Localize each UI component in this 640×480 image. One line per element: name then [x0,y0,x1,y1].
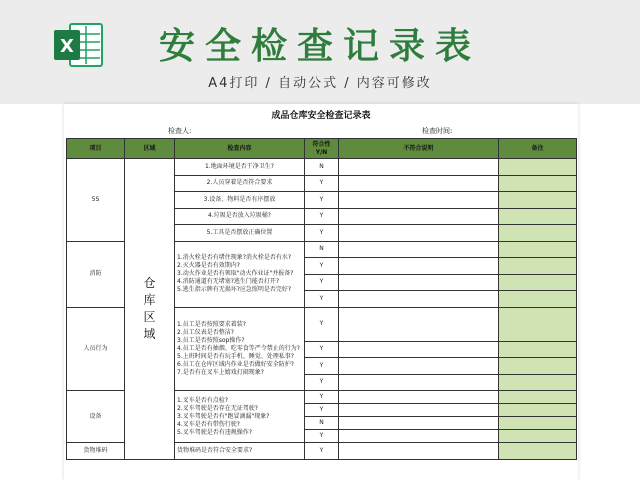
remarks-cell[interactable] [499,341,577,358]
content-line: 3.动火作业是否有领取"动火作业证"并报备? [177,270,294,277]
remarks-cell[interactable] [499,430,577,443]
content-cell[interactable]: 1.地面环境是否干净卫生? [175,159,305,176]
remarks-cell[interactable] [499,241,577,258]
banner [0,0,640,104]
content-cell[interactable] [175,391,305,443]
noncompliance-cell[interactable] [339,443,499,460]
project-fire: 消防 [67,241,125,307]
noncompliance-cell[interactable] [339,430,499,443]
project-equipment: 设备 [67,391,125,443]
remarks-cell[interactable] [499,192,577,209]
remarks-cell[interactable] [499,374,577,391]
noncompliance-cell[interactable] [339,225,499,242]
remarks-cell[interactable] [499,391,577,404]
noncompliance-cell[interactable] [339,291,499,308]
noncompliance-cell[interactable] [339,417,499,430]
remarks-cell[interactable] [499,175,577,192]
noncompliance-cell[interactable] [339,404,499,417]
remarks-cell[interactable] [499,225,577,242]
header-noncompliance: 不符合说明 [339,139,499,159]
compliance-cell[interactable]: Y [305,374,339,391]
content-cell[interactable] [175,241,305,307]
header-remarks: 备注 [499,139,577,159]
noncompliance-cell[interactable] [339,391,499,404]
header-compliance: 符合性 Y/N [305,139,339,159]
compliance-cell[interactable]: Y [305,291,339,308]
compliance-cell[interactable]: Y [305,225,339,242]
header-project: 项目 [67,139,125,159]
noncompliance-cell[interactable] [339,241,499,258]
content-cell[interactable]: 3.设备、物料是否有序摆放 [175,192,305,209]
remarks-cell[interactable] [499,208,577,225]
remarks-cell[interactable] [499,417,577,430]
project-staff: 人员行为 [67,307,125,391]
remarks-cell[interactable] [499,404,577,417]
remarks-cell[interactable] [499,358,577,375]
compliance-cell[interactable]: Y [305,274,339,291]
remarks-cell[interactable] [499,291,577,308]
content-line: 1.消火栓是否有堵住现象?消火栓是否有水? [177,254,292,261]
remarks-cell[interactable] [499,274,577,291]
page-title: 安全检查记录表 [158,25,481,67]
content-cell[interactable]: 5.工具是否摆放正确位置 [175,225,305,242]
compliance-cell[interactable]: Y [305,307,339,341]
content-line: 6.员工在仓库区域内作业是否做好安全防护? [177,360,294,368]
content-line: 3.员工是否按照sop操作? [177,336,245,344]
inspection-time-label: 检查时间: [422,127,453,135]
content-line: 5.逃生指示牌有无损坏?应急照明是否完好? [177,286,292,293]
compliance-cell[interactable]: N [305,417,339,430]
compliance-cell[interactable]: Y [305,208,339,225]
excel-logo-icon [52,20,104,70]
content-line: 4.消防通道有无堵塞?逃生门能否打开? [177,278,280,285]
remarks-cell[interactable] [499,258,577,275]
sheet-title: 成品仓库安全检查记录表 [271,111,371,121]
noncompliance-cell[interactable] [339,374,499,391]
content-cell[interactable]: 2.人员穿着是否符合要求 [175,175,305,192]
content-line: 5.叉车驾驶是否有违规操作? [177,428,252,436]
compliance-cell[interactable]: Y [305,358,339,375]
content-cell[interactable]: 货物堆码是否符合安全要求? [175,443,305,460]
inspector-label: 检查人: [168,127,192,135]
content-line: 2.员工仪表是否整洁? [177,328,234,336]
spreadsheet [64,104,578,480]
compliance-cell[interactable]: N [305,159,339,176]
content-line: 2.灭火器是否有效期内? [177,262,240,269]
noncompliance-cell[interactable] [339,258,499,275]
content-line: 4.叉车是否有带伤行驶? [177,420,240,428]
compliance-cell[interactable]: Y [305,341,339,358]
area-text: 仓库区域 [143,275,156,341]
content-line: 1.员工是否按照要求着装? [177,320,246,328]
remarks-cell[interactable] [499,159,577,176]
noncompliance-cell[interactable] [339,274,499,291]
compliance-cell[interactable]: Y [305,192,339,209]
compliance-cell[interactable]: Y [305,430,339,443]
compliance-cell[interactable]: N [305,241,339,258]
project-5s: 5S [67,159,125,242]
content-line: 2.叉车驾驶是否存在无证驾驶? [177,404,258,412]
compliance-cell[interactable]: Y [305,175,339,192]
compliance-cell[interactable]: Y [305,258,339,275]
content-line: 4.员工是否有抽烟、吃零食等严令禁止的行为? [177,344,300,352]
content-line: 5.上班时间是否有玩手机、睡觉、处理私事? [177,352,294,360]
noncompliance-cell[interactable] [339,358,499,375]
content-cell[interactable]: 4.垃圾是否放入垃圾桶? [175,208,305,225]
area-cell [125,159,175,460]
svg-text:X: X [60,36,74,57]
compliance-cell[interactable]: Y [305,404,339,417]
page-subtitle: A4打印 / 自动公式 / 内容可修改 [208,76,432,91]
remarks-cell[interactable] [499,443,577,460]
noncompliance-cell[interactable] [339,159,499,176]
noncompliance-cell[interactable] [339,175,499,192]
compliance-cell[interactable]: Y [305,443,339,460]
noncompliance-cell[interactable] [339,208,499,225]
content-line: 7.是否有在叉车上嬉戏打闹现象? [177,368,264,376]
noncompliance-cell[interactable] [339,192,499,209]
inspection-table [66,138,577,460]
project-stacking: 货物堆码 [67,443,125,460]
header-content: 检查内容 [175,139,305,159]
content-line: 3.叉车驾驶是否有"跑冒滴漏"现象? [177,412,270,420]
content-cell[interactable] [175,307,305,391]
noncompliance-cell[interactable] [339,341,499,358]
header-area: 区域 [125,139,175,159]
compliance-cell[interactable]: Y [305,391,339,404]
noncompliance-cell[interactable] [339,307,499,341]
table-row [67,159,577,176]
remarks-cell[interactable] [499,307,577,341]
content-line: 1.叉车是否有点检? [177,396,228,404]
